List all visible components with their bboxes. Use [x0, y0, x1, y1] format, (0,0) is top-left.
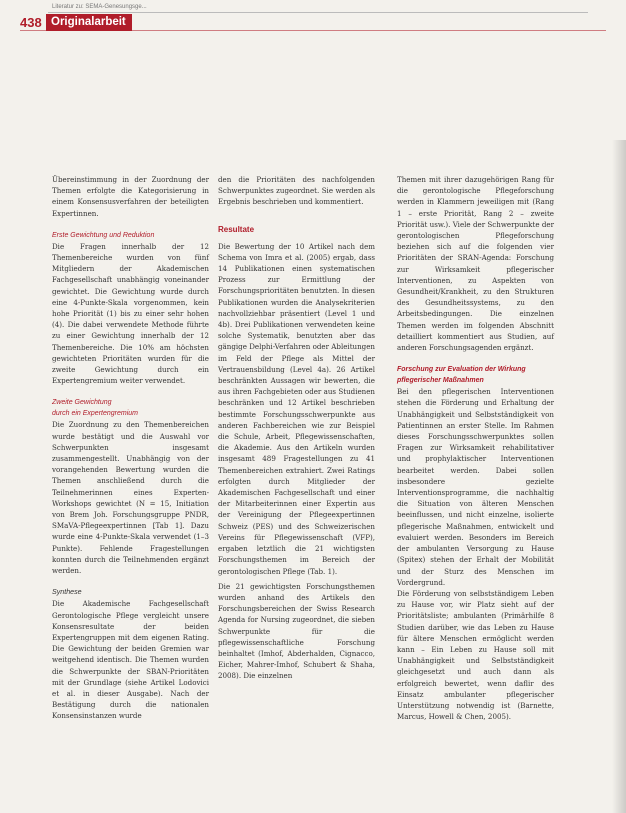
paragraph: den die Prioritäten des nachfolgenden Schwerpunktes zugeordnet. Sie werden als Ergebnis beschrieben und kommentiert. [218, 175, 375, 207]
page-header [20, 14, 132, 31]
paragraph: Themen mit ihrer dazugehörigen Rang für die gerontologische Pflegeforschung werden in Klammern jeweiligen mit (Rang 1 – erste Priorität, Rang 2 – zweite Priorität usw.). Viele der Schwerpunkte der gerontologischen Pflegeforschung beziehen sich auf die folgenden vier Prioritäten der SRAN-Agenda: Forschung zur Wirksamkeit pflegerischer Interventionen, zu Aspekten von Gesundheit/Krankheit, zu den Strukturen des Gesundheitssystems, zu den Arbeitsbedingungen. Die einzelnen Themen werden im folgenden Abschnitt detailliert kommentiert aus Studien, auf anderen Forschungsagenden ergänzt. [397, 175, 554, 353]
subheading-evaluation: Forschung zur Evaluation der Wirkung [397, 366, 526, 374]
paragraph: Die Zuordnung zu den Themenbereichen wurde bestätigt und die Auswahl vor Schwerpunkten insgesamt zusammengestellt. Unabhängig von der vorangehenden Bewertung wurden die Themen anschließend durch die Teilnehmerinnen eines Experten-Workshops gewichtet (N = 15, Initiation von Brem Joh. Forschungsgruppe PNDR, SMaVA-Pflegeexpertinnen [Tab 1]. Dazu wurde eine 4-Punkte-Skala verwendet (1–3 Punkte). Fehlende Fragestellungen konnten durch die Teilnehmenden ergänzt werden. [52, 420, 209, 576]
header-rule [20, 30, 606, 31]
page-edge-shadow [612, 140, 626, 813]
subheading-first-weighting: Erste Gewichtung und Reduktion [52, 231, 155, 239]
paragraph: Die 21 gewichtigsten Forschungsthemen wurden anhand des Artikels den Forschungsbereichen der Swiss Research Agenda for Nursing zugeordnet, die sieben Schwerpunkte für die pflegewissenschaftliche Forschung beinhaltet (Imhof, Abderhalden, Cignacco, Eicher, Mahrer-Imhof, Schubert & Shaha, 2008). Die einzelnen [218, 581, 375, 681]
subheading-evaluation-cont: pflegerischer Maßnahmen [397, 377, 484, 385]
running-head: Literatur zu: SEMA-Genesungsge... [52, 4, 147, 10]
section-heading-results: Resultate [218, 224, 255, 234]
subheading-second-weighting-cont: durch ein Expertengremium [52, 410, 138, 418]
paragraph: Die Förderung von selbstständigem Leben zu Hause vor, wir Platz sieht auf der Prioritätsliste; ambulanten (Primärhilfe 8 Studien darüber, wie das Leben zu Hause für ältere Menschen ermöglicht werden kann – Ein Leben zu Hause soll mit Unabhängigkeit und Selbstständigkeit gleichgesetzt und auch dann als erfolgreich bewertet, wenn daflir des Einsatz ambulanter pflegerischer Unterstützung notwendig ist (Barnette, Marcus, Howell & Chen, 2005). [397, 588, 554, 722]
paragraph: Übereinstimmung in der Zuordnung der Themen erfolgte die Kategorisierung in einem Konsensusverfahren der beteiligten Expertinnen. [52, 175, 209, 218]
running-head-rule [48, 12, 588, 13]
text-column-2 [218, 174, 375, 682]
subheading-second-weighting: Zweite Gewichtung [52, 399, 112, 407]
section-tag: Originalarbeit [46, 14, 132, 31]
paragraph: Bei den pflegerischen Interventionen stehen die Förderung und Erhaltung der Unabhängigkeit und Selbstständigkeit von Patientinnen an erster Stelle. Im Rahmen dieses Forschungsschwerpunktes sollen Fragen zur Wirksamkeit rehabilitativer und prophylaktischer Interventionen bearbeitet werden. Dabei sollen insbesondere gezielte Interventionsprogramme, die nachhaltig die Situation von älteren Menschen beeinflussen, und nicht einzelne, isolierte pflegerische Maßnahmen, entwickelt und evaluiert werden. Besonders im Bereich der ambulanten Versorgung zu Hause (Spitex) stehen der Erhalt der Mobilität und der Sturz des Menschen im Vordergrund. [397, 387, 554, 587]
paragraph: Die Akademische Fachgesellschaft Gerontologische Pflege vergleicht unsere Konsensresultate der beiden Expertengruppen mit dem eigenen Rating. Die Gewichtung der beiden Gremien war weitgehend identisch. Die Themen wurden die Schwerpunkte der SBAN-Prioritäten mit der Grundlage (siehe Artikel Lodovici et al. in dieser Ausgabe). Nach der Bestätigung durch die nationalen Konsensinstanzen wurde [52, 599, 209, 721]
page-number: 438 [20, 15, 42, 30]
text-column-1 [52, 174, 209, 722]
subheading-synthesis: Synthese [52, 588, 82, 597]
paragraph: Die Fragen innerhalb der 12 Themenbereiche wurden von fünf Mitgliedern der Akademischen Fachgesellschaft unabhängig voneinander gewichtet. Die Gewichtung wurde durch eine 4-Punkte-Skala vorgenommen, kein hohe Priorität (1) bis zu einer sehr hohen (4). Die dabei verwendete Methode führte zu einer Gewichtung innerhalb der 12 Themenbereiche. Die 10% am höchsten gewichteten Prioritäten wurden für die zweite Gewichtung durch ein Expertengremium weiter verwendet. [52, 241, 209, 386]
text-column-3 [397, 174, 554, 722]
paragraph: Die Bewertung der 10 Artikel nach dem Schema von Imra et al. (2005) ergab, dass 14 Publikationen einen systematischen Prozess zur Ermittlung der Forschungsprioritäten benutzten. In diesen Publikationen wurden die Analysekriterien nachvollziehbar präsentiert (Level 1 und 4b). Drei Publikationen verwendeten keine solche Systematik, benutzten aber das gängige Delphi-Verfahren oder Ableitungen im Feld der Pflege als Mittel der Vertrauensbildung (Level 4a). 26 Artikel beschränkten Aussagen wir bewerten, die aus ihren Fachgebieten oder aus Studienen beschränken und 12 Artikel beschrieben bestimmte Forschungsschwerpunkte aus anderen Fachbereichen wie zur Beispiel die Schule, Arbeit, Pflegewissenschaften, die Akademie. Aus den Artikeln wurden insgesamt 489 Fragestellungen zu 41 Themenbereichen extrahiert. Zwei Ratings erfolgten durch Mitglieder der Akademischen Fachgesellschaft und einer der Mitarbeiterinnen einer Expertin aus der Vereinigung der Pflegeexpertinnen Schweiz (PES) und des Schweizerischen Vereins für Pflegewissenschaft (VFP), ergaben letztlich die 21 wichtigsten Forschungsthemen im Bereich der gerontologischen Pflege (Tab. 1). [218, 241, 375, 576]
